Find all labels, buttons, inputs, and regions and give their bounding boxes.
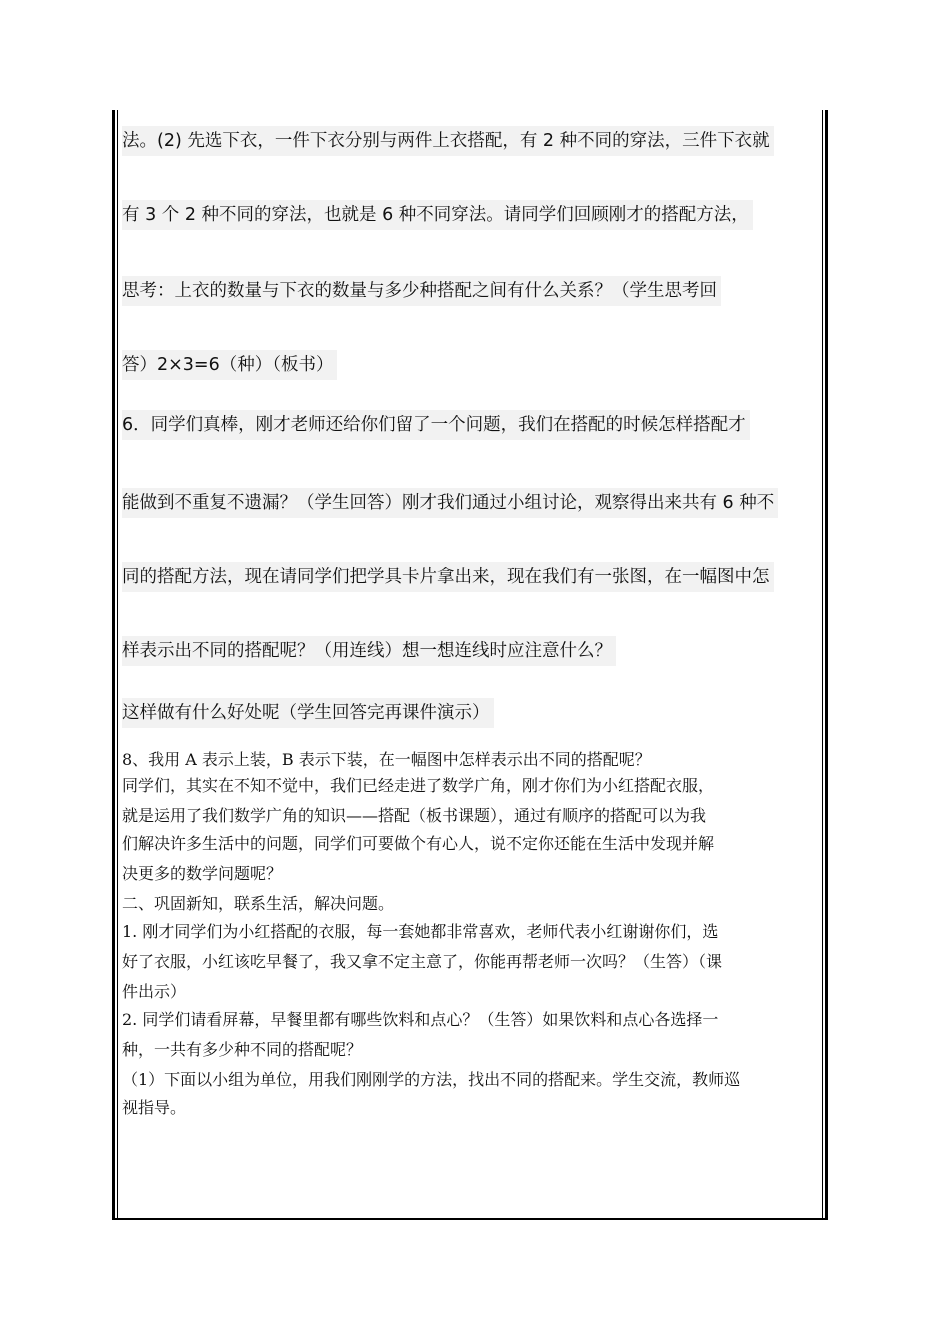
bottom-border [112, 1218, 828, 1220]
paragraph-line: 法。(2) 先选下衣，一件下衣分别与两件上衣搭配，有 2 种不同的穿法，三件下衣就 [122, 126, 774, 156]
paragraph-line: 决更多的数学问题呢？ [122, 864, 283, 883]
paragraph-line: 视指导。 [122, 1098, 187, 1117]
paragraph-line: 能做到不重复不遗漏？（学生回答）刚才我们通过小组讨论，观察得出来共有 6 种不 [122, 488, 778, 518]
paragraph-line: 同学们，其实在不知不觉中，我们已经走进了数学广角，刚才你们为小红搭配衣服， [122, 776, 715, 795]
right-inner-border [822, 110, 823, 1220]
paragraph-line: 种，一共有多少种不同的搭配呢？ [122, 1040, 363, 1059]
left-border [112, 110, 115, 1220]
table-cell-frame [112, 110, 828, 1220]
paragraph-line: 就是运用了我们数学广角的知识——搭配（板书课题），通过有顺序的搭配可以为我 [122, 806, 707, 825]
paragraph-line: 8、我用 A 表示上装，B 表示下装，在一幅图中怎样表示出不同的搭配呢？ [122, 750, 651, 769]
paragraph-line: 这样做有什么好处呢（学生回答完再课件演示） [122, 698, 494, 728]
paragraph-line: （1）下面以小组为单位，用我们刚刚学的方法，找出不同的搭配来。学生交流，教师巡 [122, 1070, 741, 1089]
paragraph-line: 答）2×3=6（种）（板书） [122, 350, 337, 380]
paragraph-line: 1. 刚才同学们为小红搭配的衣服，每一套她都非常喜欢，老师代表小红谢谢你们，选 [122, 922, 719, 941]
paragraph-line: 们解决许多生活中的问题，同学们可要做个有心人，说不定你还能在生活中发现并解 [122, 834, 715, 853]
paragraph-line: 同的搭配方法，现在请同学们把学具卡片拿出来，现在我们有一张图，在一幅图中怎 [122, 562, 774, 592]
paragraph-line: 思考：上衣的数量与下衣的数量与多少种搭配之间有什么关系？（学生思考回 [122, 276, 721, 306]
paragraph-line: 件出示） [122, 982, 187, 1001]
right-border [825, 110, 828, 1220]
paragraph-line: 有 3 个 2 种不同的穿法，也就是 6 种不同穿法。请同学们回顾刚才的搭配方法， [122, 200, 753, 230]
paragraph-line: 二、巩固新知，联系生活，解决问题。 [122, 894, 395, 913]
paragraph-line: 2. 同学们请看屏幕，早餐里都有哪些饮料和点心？（生答）如果饮料和点心各选择一 [122, 1010, 719, 1029]
paragraph-line: 样表示出不同的搭配呢？（用连线）想一想连线时应注意什么？ [122, 636, 616, 666]
paragraph-line: 6．同学们真棒，刚才老师还给你们留了一个问题，我们在搭配的时候怎样搭配才 [122, 410, 750, 440]
paragraph-line: 好了衣服，小红该吃早餐了，我又拿不定主意了，你能再帮老师一次吗？（生答）（课 [122, 952, 723, 971]
left-inner-border [117, 110, 118, 1220]
